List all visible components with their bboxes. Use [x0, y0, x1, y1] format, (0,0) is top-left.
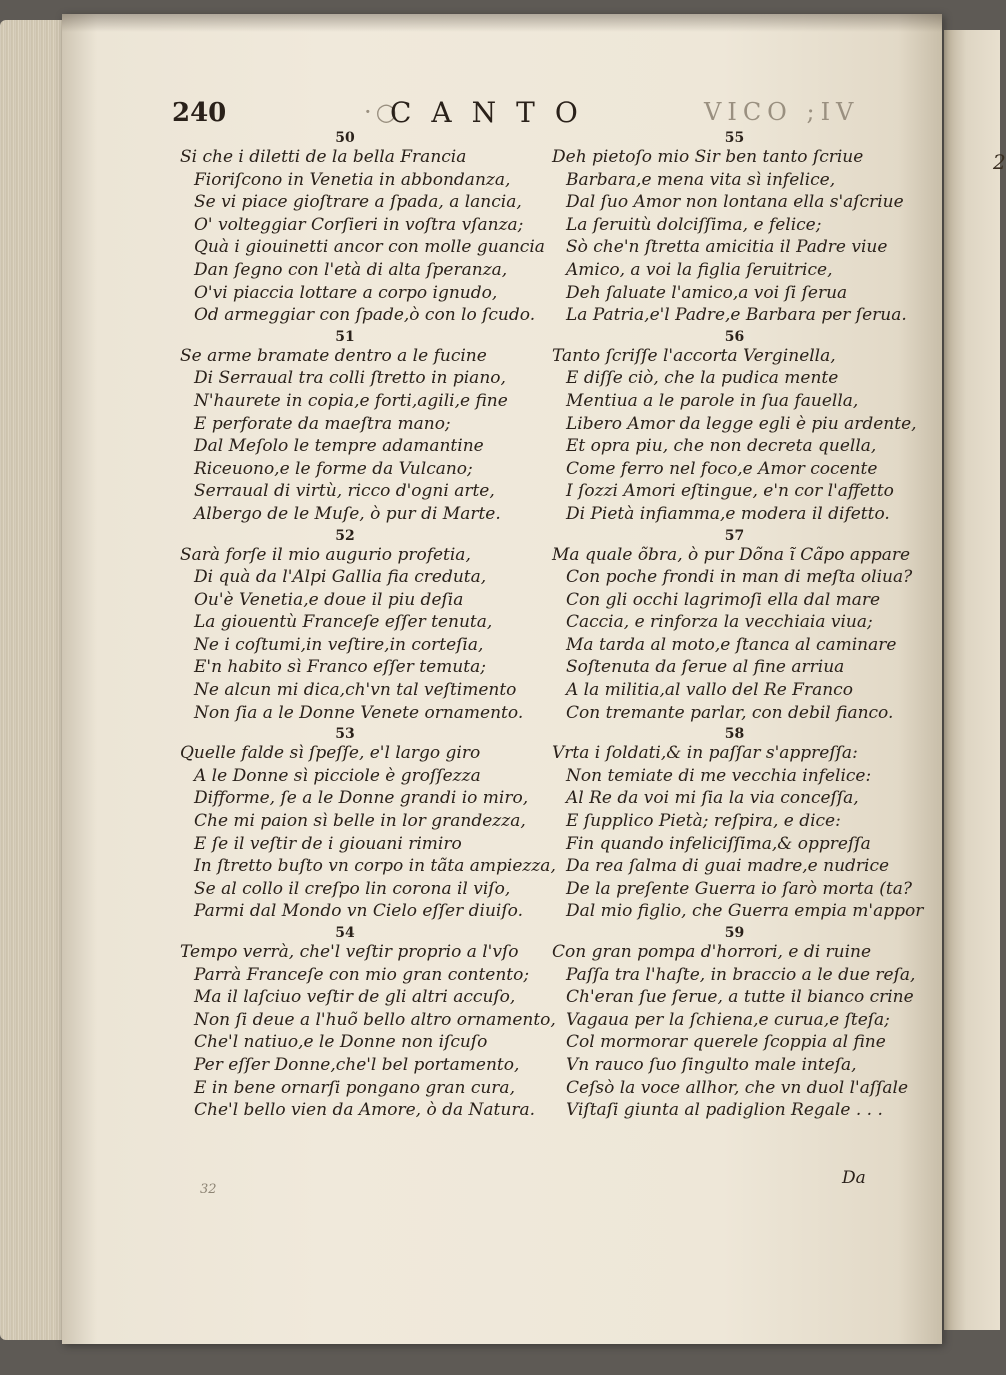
verse-line: In ſtretto buſto vn corpo in tãta ampiezza, [194, 856, 556, 877]
stanza-number: 52 [335, 527, 355, 544]
stanza [552, 329, 927, 526]
catchword: Da [842, 1168, 866, 1188]
verse-line: Con gli occhi lagrimoſi ella dal mare [566, 589, 881, 610]
verse-line: Dan ſegno con l'età di alta ſperanza, [194, 259, 508, 280]
verse-line: Non temiate di me vecchia infelice: [566, 765, 872, 786]
stanza-number: 50 [335, 130, 355, 146]
verse-line: De la preſente Guerra io ſarò morta (ta? [566, 878, 912, 899]
verse-line: Come ferro nel foco,e Amor cocente [566, 458, 878, 479]
verse-line: O'vi piaccia lottare a corpo ignudo, [194, 282, 498, 303]
verse-line: Con poche frondi in man di meſta oliua? [566, 567, 913, 588]
verse-line: A la militia,al vallo del Re Franco [566, 680, 853, 701]
verse-line: Albergo de le Muſe, ò pur di Marte. [194, 503, 501, 524]
verse-line: E'n habito sì Franco eſſer temuta; [194, 657, 486, 678]
stanza [180, 925, 556, 1122]
verse-line: Caccia, e rinforza la vecchiaia viua; [566, 612, 873, 633]
verse-line: Sò che'n ſtretta amicitia il Padre viue [566, 237, 888, 258]
show-through-right: VICO ;IV [704, 98, 860, 126]
verse-line: Tempo verrà, che'l veſtir proprio a l'vſo [180, 942, 519, 962]
verse-line: Di quà da l'Alpi Gallia fia creduta, [194, 567, 487, 588]
running-title: CANTO [390, 96, 598, 129]
stanza-number: 57 [724, 527, 745, 544]
verse-line: Deh ſaluate l'amico,a voi ſi ſerua [566, 282, 848, 303]
verse-line: Non ſi deue a l'huõ bello altro ornamento, [194, 1009, 556, 1030]
stanza [180, 528, 540, 725]
verse-line: Viſtaſi giunta al padiglion Regale . . . [566, 1100, 883, 1121]
verse-line: Si che i diletti de la bella Francia [180, 147, 467, 167]
verse-line: A le Donne sì picciole è groſſezza [194, 765, 481, 786]
stanza-number: 53 [335, 726, 355, 743]
show-through-left: ·○ [364, 98, 401, 126]
stanza [180, 726, 556, 923]
verse-line: E in bene ornarſi pongano gran cura, [194, 1077, 515, 1098]
verse-line: Sarà forſe il mio augurio profetia, [180, 544, 471, 565]
stanza-number: 59 [724, 925, 745, 941]
verse-line: Di Pietà infiamma,e modera il difetto. [566, 503, 890, 524]
left-column [180, 128, 556, 1122]
faint-mark: 32 [200, 1182, 217, 1197]
verse-line: Fin quando infeliciſſima,& oppreſſa [566, 833, 871, 854]
verse-line: Vn rauco ſuo ſingulto male inteſa, [566, 1054, 857, 1075]
verse-line: Con tremante parlar, con debil fianco. [566, 702, 894, 723]
book-page-edges [0, 20, 70, 1340]
verse-line: La ſeruitù dolciſſima, e felice; [566, 214, 822, 235]
verse-line: Che mi paion sì belle in lor grandezza, [194, 811, 526, 832]
page-shadow [62, 14, 942, 32]
verse-line: Che'l natiuo,e le Donne non iſcuſo [194, 1032, 488, 1053]
verse-line: Ma tarda al moto,e ſtanca al caminare [566, 634, 897, 655]
stanza [552, 925, 927, 1122]
stanza-number: 56 [724, 328, 745, 345]
verse-line: Per eſſer Donne,che'l bel portamento, [194, 1054, 520, 1075]
verse-line: E ſupplico Pietà; reſpira, e dice: [566, 811, 841, 832]
verse-line: Parrà Franceſe con mio gran contento; [194, 964, 530, 985]
stanza-number: 55 [724, 130, 745, 146]
verse-line: E ſe il veſtir de i giouani rimiro [194, 833, 462, 854]
verse-line: Ne i coſtumi,in veſtire,in corteſia, [194, 634, 484, 655]
facing-page-mark: 2 [993, 150, 1006, 174]
facing-page-edge [944, 30, 1000, 1330]
stanza [552, 726, 927, 923]
right-column [552, 128, 927, 1122]
verse-line: Dal ſuo Amor non lontana ella s'aſcriue [566, 192, 904, 213]
verse-line: Fioriſcono in Venetia in abbondanza, [194, 169, 511, 190]
stanza [552, 130, 927, 327]
verse-line: Vrta i ſoldati,& in paſſar s'appreſſa: [552, 743, 858, 764]
stanza-number: 58 [724, 726, 745, 743]
verse-line: Al Re da voi mi ſia la via conceſſa, [566, 788, 859, 809]
verse-line: E diſſe ciò, che la pudica mente [566, 368, 839, 389]
verse-line: Od armeggiar con ſpade,ò con lo ſcudo. [194, 305, 536, 326]
verse-line: Dal mio figlio, che Guerra empia m'appor [566, 901, 924, 922]
verse-line: Mentiua a le parole in ſua fauella, [566, 390, 859, 411]
stanza [180, 130, 545, 327]
verse-line: E perforate da maeſtra mano; [194, 413, 451, 434]
verse-line: Ne alcun mi dica,ch'vn tal veſtimento [194, 680, 517, 701]
verse-line: Difforme, ſe a le Donne grandi io miro, [194, 788, 529, 809]
stanza-number: 51 [335, 328, 355, 345]
verse-line: Libero Amor da legge egli è piu ardente, [566, 413, 917, 434]
verse-line: Vagaua per la ſchiena,e curua,e ſteſa; [566, 1009, 890, 1030]
verse-line: Dal Meſolo le tempre adamantine [194, 436, 484, 457]
stanza-number: 54 [335, 925, 355, 941]
verse-line: Di Serraual tra colli ſtretto in piano, [194, 368, 506, 389]
verse-line: Amico, a voi la figlia ſeruitrice, [566, 259, 833, 280]
verse-line: La Patria,e'l Padre,e Barbara per ſerua. [566, 305, 907, 326]
verse-line: Quelle falde sì ſpeſſe, e'l largo giro [180, 743, 481, 764]
stanza [552, 528, 927, 725]
verse-line: Ou'è Venetia,e doue il piu deſia [194, 589, 464, 610]
verse-line: Parmi dal Mondo vn Cielo eſſer diuiſo. [194, 901, 523, 922]
verse-line: Tanto ſcriſſe l'accorta Verginella, [552, 345, 836, 366]
verse-line: Se al collo il creſpo lin corona il viſo, [194, 878, 511, 899]
verse-line: Non ſia a le Donne Venete ornamento. [194, 702, 524, 723]
verse-line: Barbara,e mena vita sì infelice, [566, 169, 836, 190]
verse-line: Riceuono,e le forme da Vulcano; [194, 458, 473, 479]
verse-line: Che'l bello vien da Amore, ò da Natura. [194, 1100, 536, 1121]
verse-line: Paſſa tra l'haſte, in braccio a le due reſa, [566, 964, 916, 985]
stanza [180, 329, 540, 526]
verse-line: La giouentù Franceſe eſſer tenuta, [194, 612, 493, 633]
verse-line: Quà i giouinetti ancor con molle guancia [194, 237, 545, 258]
verse-line: Ch'eran ſue ſerue, a tutte il bianco crine [566, 987, 914, 1008]
verse-line: Deh pietoſo mio Sir ben tanto ſcriue [552, 147, 864, 167]
verse-line: N'haurete in copia,e forti,agili,e fine [194, 390, 508, 411]
verse-line: Ceſsò la voce allhor, che vn duol l'aſſale [566, 1077, 909, 1098]
verse-line: Col mormorar querele ſcoppia al fine [566, 1032, 886, 1053]
verse-line: O' volteggiar Corſieri in voſtra vſanza; [194, 214, 524, 235]
verse-line: Se arme bramate dentro a le fucine [180, 345, 487, 366]
verse-line: Soſtenuta da ſerue al fine arriua [566, 657, 845, 678]
verse-line: Et opra piu, che non decreta quella, [566, 436, 877, 457]
verse-line: Ma quale õbra, ò pur Dõna ĩ Cãpo appare [552, 544, 911, 565]
verse-line: Se vi piace gioſtrare a ſpada, a lancia, [194, 192, 522, 213]
verse-line: Da rea ſalma di guai madre,e nudrice [566, 856, 890, 877]
verse-line: Ma il laſciuo veſtir de gli altri accuſo, [194, 987, 516, 1008]
verse-line: Serraual di virtù, ricco d'ogni arte, [194, 481, 495, 502]
verse-line: I ſozzi Amori eſtingue, e'n cor l'affetto [566, 481, 894, 502]
page-number: 240 [172, 98, 227, 128]
verse-line: Con gran pompa d'horrori, e di ruine [552, 942, 872, 962]
